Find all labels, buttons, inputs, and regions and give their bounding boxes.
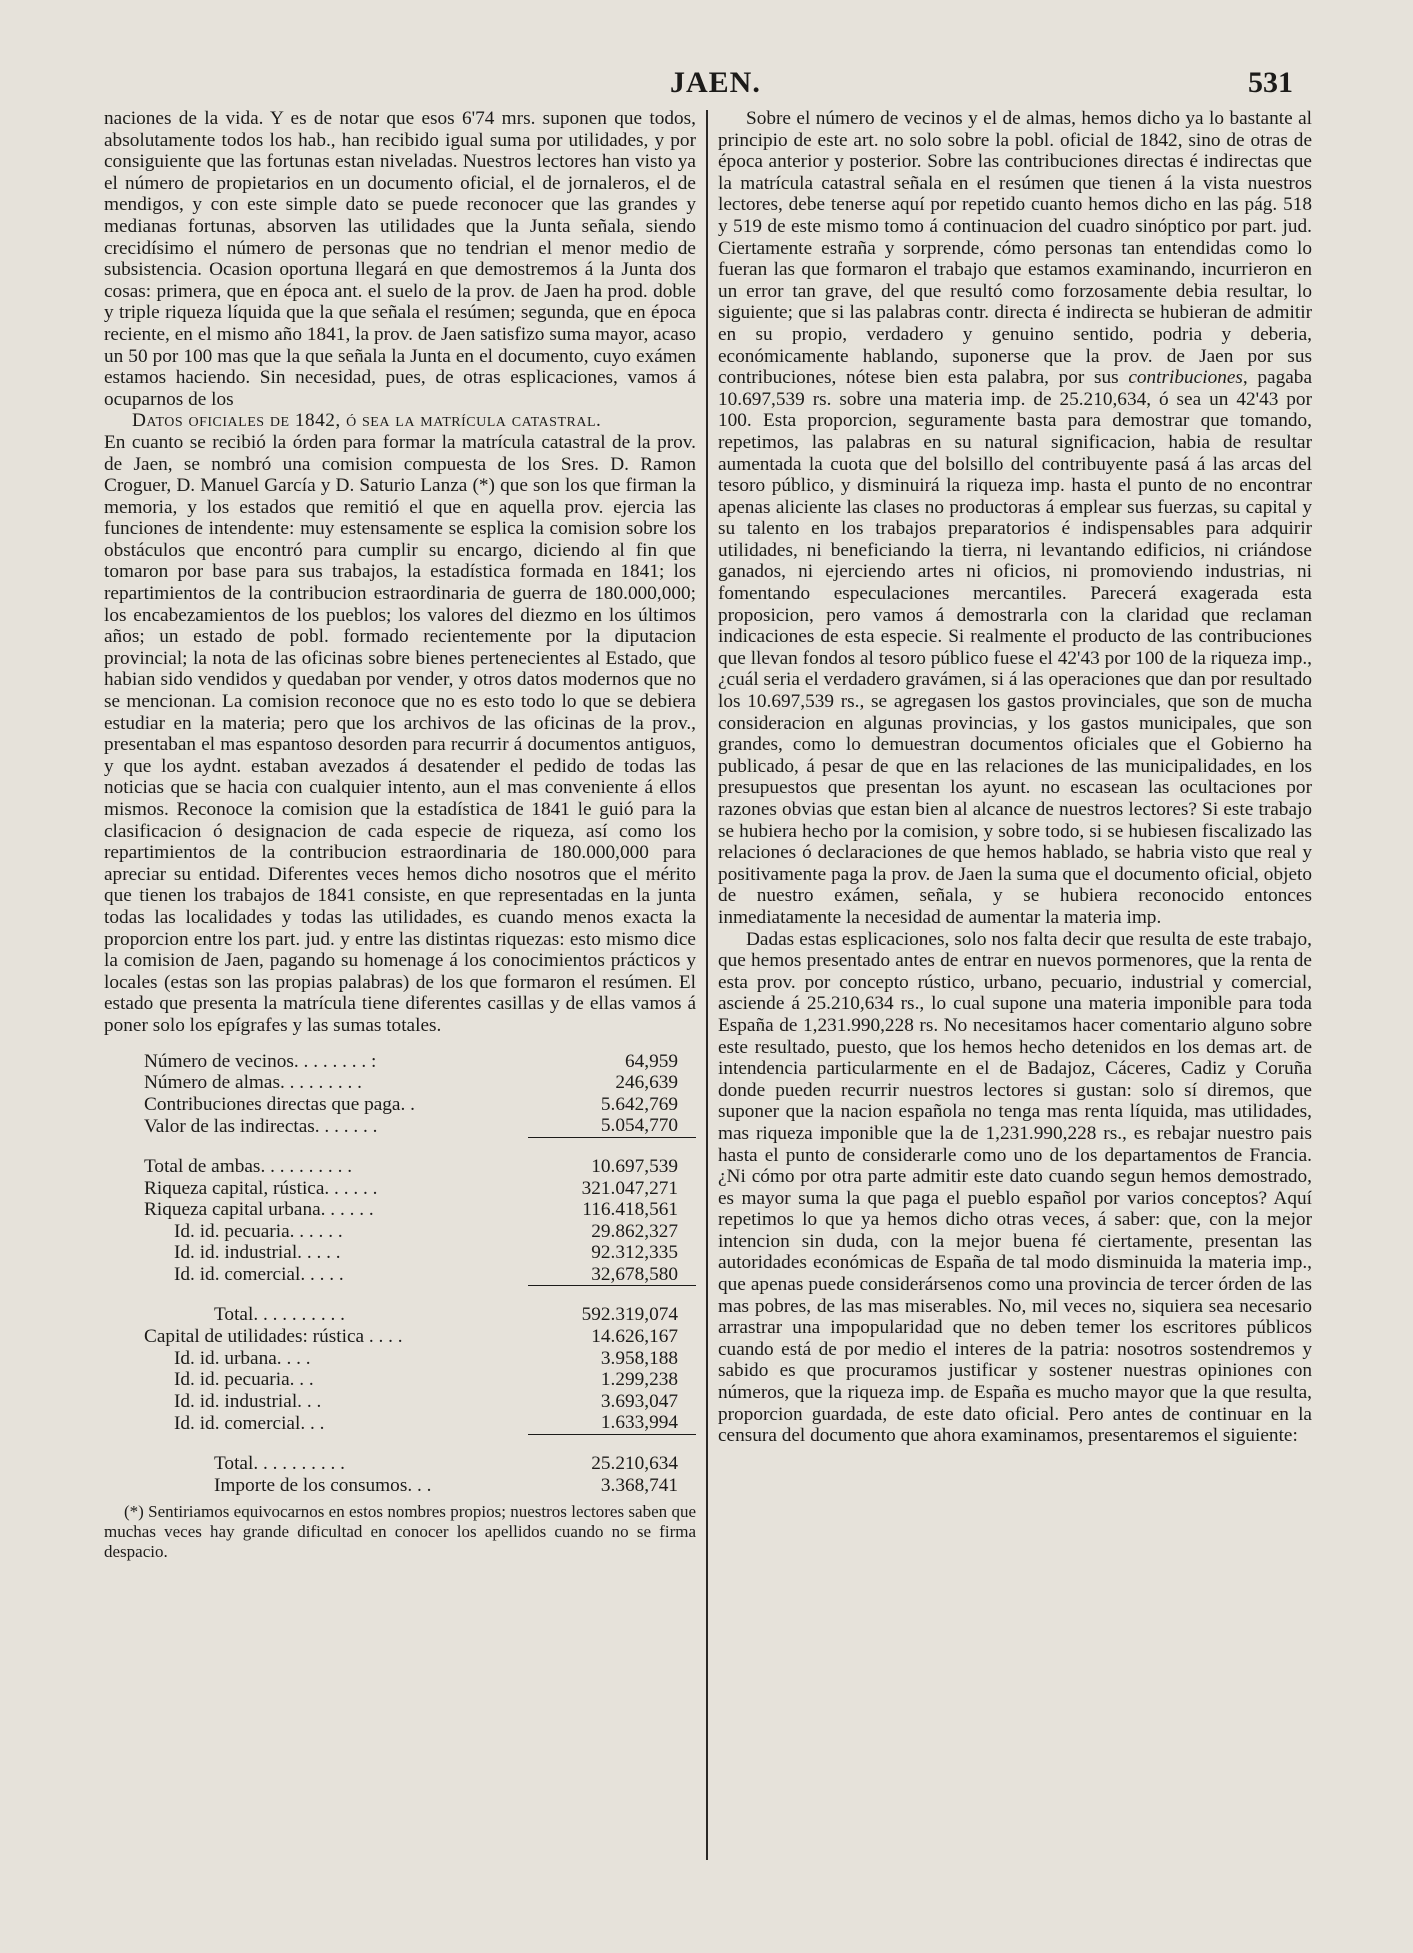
right-paragraph-1-text: Sobre el número de vecinos y el de almas, hemos dicho ya lo bastante al principio de este art. no solo sobre la pobl. oficial de 1842, sino de otras de época anterior y posterior. Sobre las contribuciones directas é indirectas que la matrícula catastral señala en el resúmen que tienen á la vista nuestros lectores, debe tenerse aquí por repetido cuanto hemos dicho en las pág. 518 y 519 de este mismo tomo á continuacion del cuadro sinóptico por part. jud. Ciertamente estraña y sorprende, cómo personas tan entendidas como lo fueran las que formaron el trabajo que estamos examinando, incurrieron en un error tan grave, del que resultó como forzosamente debia resultar, lo siguiente; que si las palabras contr. directa é indirecta se hubieran de admitir en su propio, verdadero y genuino sentido, podria y deberia, económicamente hablando, suponerse que la prov. de Jaen por sus contribuciones, nótese bien esta palabra, por sus bbox=[718, 108, 1312, 389]
table-row: Valor de las indirectas. . . . . . . 5.054,770 bbox=[144, 1115, 678, 1137]
table-row: Importe de los consumos. . . 3.368,741 bbox=[214, 1474, 678, 1496]
table-row: Total. . . . . . . . . . 25.210,634 bbox=[104, 1435, 696, 1475]
table-row: Número de almas. . . . . . . . . 246,639 bbox=[144, 1072, 678, 1094]
left-paragraph-1: naciones de la vida. Y es de notar que esos 6'74 mrs. suponen que todos, absolutamente todos los hab., han recibido igual suma por utilidades, y por consiguiente que las fortunas estan niveladas. Nuestros lectores han visto ya el número de propietarios en un documento oficial, el de jornaleros, el de mendigos, y con este simple dato se puede reconocer que las grandes y medianas fortunas, absorven las utilidades que la Junta señala, siendo crecidísimo el número de personas que no tendrian el menor medio de subsistencia. Ocasion oportuna llegará en que demostremos á la Junta dos cosas: primera, que en época ant. el suelo de la prov. de Jaen ha prod. doble y triple riqueza líquida que la que señala el resúmen; segunda, que en época reciente, en el mismo año 1841, la prov. de Jaen satisfizo suma mayor, acaso un 50 por 100 mas que la que señala la Junta en el documento, cuyo exámen estamos haciendo. Sin necesidad, pues, de otras esplicaciones, vamos á ocuparnos de los bbox=[104, 108, 696, 410]
table-row: Id. id. pecuaria. . . 1.299,238 bbox=[174, 1369, 678, 1391]
right-column bbox=[718, 108, 1312, 1447]
table-row: Id. id. comercial. . . 1.633,994 bbox=[174, 1412, 678, 1434]
table-row: Id. id. pecuaria. . . . . . 29.862,327 bbox=[174, 1220, 678, 1242]
right-paragraph-1-end: , pagaba 10.697,539 rs. sobre una materia imp. de 25.210,634, ó sea un 42'43 por 100. Esta proporcion, seguramente basta para demostrar que tomando, repetimos, las palabras en su natural significacion, habia de resultar aumentada la cuota que del bolsillo del contribuyente pasá á las arcas del tesoro público, y disminuirá la riqueza imp. hasta el punto de no encontrar apenas aliciente las clases no productoras á emplear sus fuerzas, su capital y su talento en los trabajos preparatorios é indispensables para adquirir utilidades, ni beneficiando la tierra, ni levantando edificios, ni criándose ganados, ni ejerciendo artes ni oficios, ni promoviendo industrias, ni fomentando especulaciones mercantiles. Parecerá exagerada esta proposicion, pero vamos á demostrarla con la claridad que reclaman indicaciones de esta especie. Si realmente el producto de las contribuciones que llevan fondos al tesoro público fuese el 42'43 por 100 de la riqueza imp., ¿cuál seria el verdadero gravámen, si á las operaciones que dan por resultado los 10.697,539 rs., se agregasen los gastos provinciales, que son de mucha consideracion en algunas provincias, y los gastos municipales, que son grandes, como lo demuestran documentos oficiales que el Gobierno ha publicado, á pesar de que en las relaciones de las municipalidades, en los presupuestos que presentan los ayunt. no escasean las ocultaciones por razones obvias que estan bien al alcance de nuestros lectores? Si este trabajo se hubiera hecho por la comision, y sobre todo, si se hubiesen fiscalizado las relaciones ó declaraciones de que hemos hablado, se habria visto que real y positivamente paga la prov. de Jaen la suma que el documento oficial, objeto de nuestro exámen, señala, y se hubiera reconocido entonces inmediatamente la necesidad de aumentar la materia imp. bbox=[718, 367, 1312, 928]
left-column bbox=[104, 108, 696, 1562]
page-header bbox=[0, 66, 1413, 106]
table-row: Número de vecinos. . . . . . . . : 64,959 bbox=[144, 1050, 678, 1072]
page-title: JAEN. bbox=[670, 66, 761, 99]
table-row: Capital de utilidades: rústica . . . . 14.626,167 bbox=[144, 1326, 678, 1348]
table-row: Total de ambas. . . . . . . . . . 10.697,539 bbox=[104, 1137, 696, 1177]
table-row: Id. id. urbana. . . . 3.958,188 bbox=[174, 1347, 678, 1369]
right-paragraph-1 bbox=[718, 108, 1312, 929]
right-paragraph-2: Dadas estas esplicaciones, solo nos falta decir que resulta de este trabajo, que hemos presentado antes de entrar en nuevos pormenores, que la renta de esta prov. por concepto rústico, urbano, pecuario, industrial y comercial, asciende á 25.210,634 rs., lo cual supone una materia imponible para toda España de 1,231.990,228 rs. No necesitamos hacer comentario alguno sobre este resultado, puesto, que los hemos hecho detenidos en los demas art. de intendencia particularmente en el de Badajoz, Cáceres, Cadiz y Coruña donde pueden recurrir nuestros lectores si gustan: solo sí diremos, que suponer que la nacion española no tenga mas renta líquida, mas utilidades, mas riqueza imponible que la de 1,231.990,228 rs., es rebajar nuestro pais hasta el punto de considerarle como uno de los departamentos de Francia. ¿Ni cómo por otra parte admitir este dato cuando segun hemos demostrado, es mayor suma la que paga el pueblo español por varios conceptos? Aquí repetimos lo que ya hemos dicho otras veces, á saber: que, con la mejor intencion sin duda, con la mejor buena fé ciertamente, presentan las autoridades económicas de España de tal modo disminuida la materia imp., que apenas puede considerársenos como una provincia de tercer órden de las mas pobres, de las mas miserables. No, mil veces no, siquiera sea necesario arrastrar una impopularidad que no deben temer los escritores públicos cuando está de por medio el interes de la patria: nosotros sostendremos y sabido es que procuramos justificar y sostener nuestras opiniones con números, que la riqueza imp. de España es mucho mayor que la que resulta, proporcion guardada, de este dato oficial. Pero antes de continuar en la censura del documento que ahora examinamos, presentaremos el siguiente: bbox=[718, 928, 1312, 1447]
statistics-table bbox=[104, 1051, 696, 1497]
table-row: Id. id. industrial. . . . . 92.312,335 bbox=[174, 1242, 678, 1264]
table-row: Contribuciones directas que paga. . 5.642,769 bbox=[144, 1093, 678, 1115]
table-row: Total. . . . . . . . . . 592.319,074 bbox=[104, 1286, 696, 1326]
column-divider bbox=[706, 110, 708, 1860]
footnote: (*) Sentiriamos equivocarnos en estos nombres propios; nuestros lectores saben que muchas veces hay grande dificultad en conocer los apellidos cuando no se firma despacio. bbox=[104, 1502, 696, 1562]
table-row: Riqueza capital urbana. . . . . . 116.418,561 bbox=[144, 1199, 678, 1221]
page-number: 531 bbox=[1248, 66, 1293, 99]
table-row: Id. id. comercial. . . . . 32,678,580 bbox=[174, 1263, 678, 1286]
section-heading: Datos oficiales de 1842, ó sea la matrícula catastral. bbox=[132, 410, 602, 432]
table-row: Riqueza capital, rústica. . . . . . 321.047,271 bbox=[144, 1177, 678, 1199]
emphasis-contribuciones: contribuciones bbox=[1128, 367, 1243, 389]
table-row: Id. id. industrial. . . 3.693,047 bbox=[174, 1390, 678, 1412]
left-paragraph-2: En cuanto se recibió la órden para formar la matrícula catastral de la prov. de Jaen, se nombró una comision compuesta de los Sres. D. Ramon Croguer, D. Manuel García y D. Saturio Lanza (*) que son los que firman la memoria, y los estados que remitió el que en aquella prov. ejercia las funciones de intendente: muy estensamente se esplica la comision sobre los obstáculos que encontró para cumplir su encargo, diciendo al fin que tomaron por base para sus trabajos, la estadística formada en 1841; los repartimientos de la contribucion estraordinaria de guerra de 180.000,000; los encabezamientos de los pueblos; los valores del diezmo en los últimos años; un estado de pobl. formado recientemente por la diputacion provincial; la nota de las oficinas sobre bienes pertenecientes al Estado, que habian sido vendidos y quedaban por vender, y otros datos modernos que no se mencionan. La comision reconoce que no es esto todo lo que se debiera estudiar en la materia; pero que los archivos de las oficinas de la prov., presentaban el mas espantoso desorden para recurrir á documentos antiguos, y que los aydnt. estaban avezados á desatender el pedido de todas las noticias que se hacia con cualquier intento, aun el mas conveniente á ellos mismos. Reconoce la comision que la estadística de 1841 le guió para la clasificacion ó designacion de cada especie de riqueza, así como los repartimientos de la contribucion estraordinaria de 180.000,000 para apreciar su entidad. Diferentes veces hemos dicho nosotros que el mérito que tienen los trabajos de 1841 consiste, en que representadas en la junta todas las localidades y todas las utilidades, es cuando menos exacta la proporcion entre los part. jud. y entre las distintas riquezas: esto mismo dice la comision de Jaen, pagando su homenage á los conocimientos prácticos y locales (estas son las propias palabras) de los que formaron el resúmen. El estado que presenta la matrícula tiene diferentes casillas y de ellas vamos á poner solo los epígrafes y las sumas totales. bbox=[104, 431, 696, 1036]
